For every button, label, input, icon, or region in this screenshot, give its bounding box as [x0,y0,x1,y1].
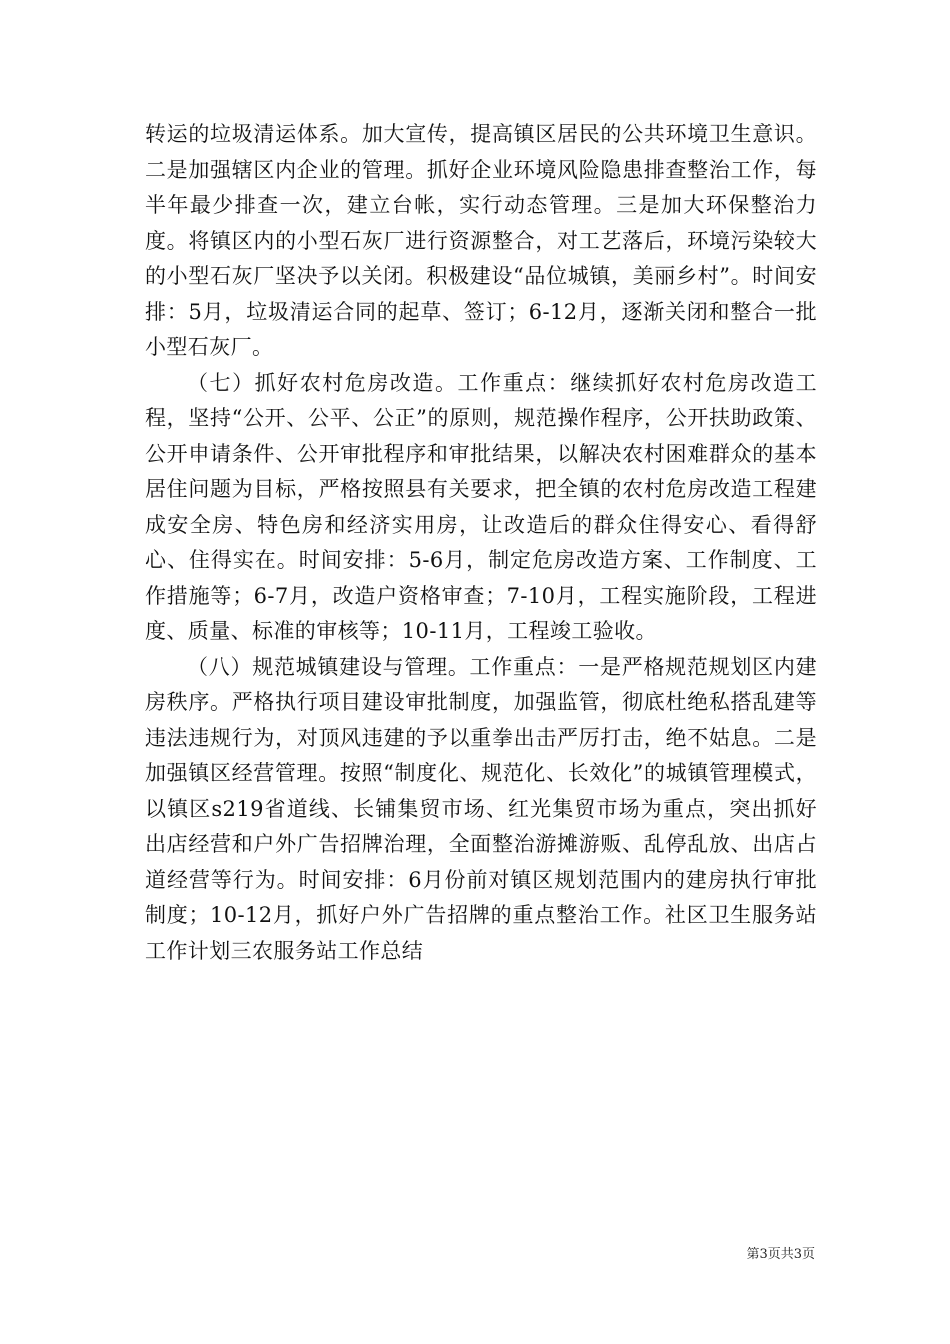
page-number: 第3页共3页 [746,1247,815,1262]
paragraph-rural-housing: （七）抓好农村危房改造。工作重点：继续抓好农村危房改造工程，坚持“公开、公平、公正”的原则，规范操作程序，公开扶助政策、公开申请条件、公开审批程序和审批结果，以解决农村困难群众的基本居住问题为目标，严格按照县有关要求，把全镇的农村危房改造工程建成安全房、特色房和经济实用房，让改造后的群众住得安心、看得舒心、住得实在。时间安排：5-6月，制定危房改造方案、工作制度、工作措施等；6-7月，改造户资格审查；7-10月，工程实施阶段，工程进度、质量、标准的审核等；10-11月，工程竣工验收。 [145,370,817,643]
document-body [145,117,817,969]
paragraph-continued: 转运的垃圾清运体系。加大宣传，提高镇区居民的公共环境卫生意识。二是加强辖区内企业的管理。抓好企业环境风险隐患排查整治工作，每半年最少排查一次，建立台帐，实行动态管理。三是加大环保整治力度。将镇区内的小型石灰厂进行资源整合，对工艺落后，环境污染较大的小型石灰厂坚决予以关闭。积极建设“品位城镇，美丽乡村”。时间安排：5月，垃圾清运合同的起草、签订；6-12月，逐渐关闭和整合一批小型石灰厂。 [145,122,817,359]
paragraph-town-construction: （八）规范城镇建设与管理。工作重点：一是严格规范规划区内建房秩序。严格执行项目建设审批制度，加强监管，彻底杜绝私搭乱建等违法违规行为，对顶风违建的予以重拳出击严厉打击，绝不姑息。二是加强镇区经营管理。按照“制度化、规范化、长效化”的城镇管理模式，以镇区s219省道线、长铺集贸市场、红光集贸市场为重点，突出抓好出店经营和户外广告招牌治理，全面整治游摊游贩、乱停乱放、出店占道经营等行为。时间安排：6月份前对镇区规划范围内的建房执行审批制度；10-12月，抓好户外广告招牌的重点整治工作。社区卫生服务站工作计划三农服务站工作总结 [145,654,817,963]
